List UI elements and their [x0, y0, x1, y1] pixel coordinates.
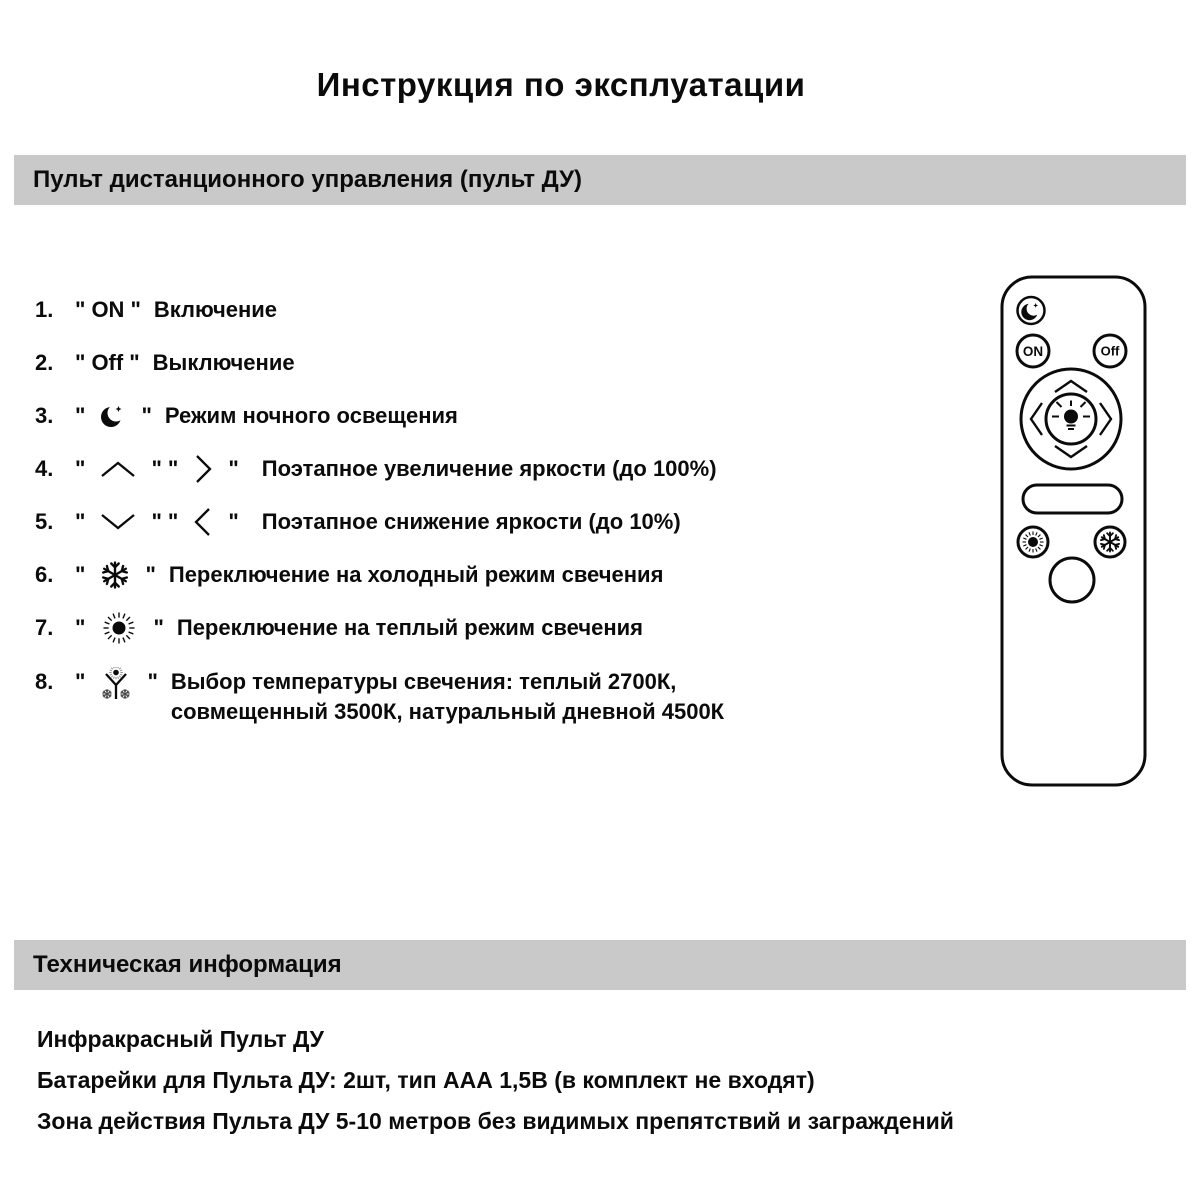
section-header-remote-control	[14, 155, 1186, 205]
quote-mark: "	[75, 615, 86, 640]
item-number: 2.	[35, 350, 54, 375]
list-item	[35, 296, 724, 324]
section-header-text: Пульт дистанционного управления (пульт ДУ)	[33, 166, 582, 193]
item-text: Режим ночного освещения	[164, 403, 458, 428]
sun-icon	[1022, 531, 1043, 552]
sun-icon	[100, 609, 138, 647]
quote-mark: "	[75, 350, 86, 375]
list-item	[35, 455, 724, 483]
quote-mark: "	[145, 562, 156, 587]
instruction-list	[35, 296, 724, 752]
quote-mark: "	[228, 456, 239, 481]
remote-control-illustration	[995, 272, 1155, 792]
quote-mark: "	[129, 350, 140, 375]
page-title: Инструкция по эксплуатации	[316, 66, 806, 103]
chevron-down-icon	[100, 512, 136, 532]
list-item	[35, 349, 724, 377]
item-number: 5.	[35, 509, 54, 534]
temperature-select-icon	[100, 667, 132, 701]
item-number: 6.	[35, 562, 54, 587]
off-button-label: Off	[1100, 343, 1120, 359]
quote-mark: "	[75, 297, 86, 322]
tech-line: Батарейки для Пульта ДУ: 2шт, тип ААА 1,5В (в комплект не входят)	[37, 1067, 815, 1093]
list-item	[35, 561, 724, 589]
tech-line: Зона действия Пульта ДУ 5-10 метров без видимых препятствий и заграждений	[37, 1108, 954, 1134]
item-number: 4.	[35, 456, 54, 481]
list-item	[35, 667, 724, 727]
quote-mark: "	[130, 297, 141, 322]
snowflake-icon	[100, 560, 130, 590]
section-header-technical-info	[14, 940, 1186, 990]
item-text: Поэтапное увеличение яркости (до 100%)	[261, 456, 717, 481]
off-label: Off	[91, 350, 124, 375]
item-number: 3.	[35, 403, 54, 428]
item-text: Выключение	[152, 350, 295, 375]
quote-mark: "	[228, 509, 239, 534]
item-text: Переключение на холодный режим свечения	[168, 562, 664, 587]
on-label: ON	[91, 297, 125, 322]
quote-mark: "	[167, 509, 179, 534]
chevron-up-icon	[100, 459, 136, 479]
item-text-line2: совмещенный 3500К, натуральный дневной 4500К	[170, 699, 725, 724]
chevron-left-icon	[193, 506, 213, 538]
list-item	[35, 402, 724, 430]
quote-mark: "	[151, 509, 162, 534]
quote-mark: "	[75, 562, 86, 587]
section-header-text: Техническая информация	[33, 951, 342, 978]
item-text: Поэтапное снижение яркости (до 10%)	[261, 509, 681, 534]
quote-mark: "	[75, 509, 86, 534]
quote-mark: "	[75, 403, 86, 428]
tech-line: Инфракрасный Пульт ДУ	[37, 1026, 324, 1052]
quote-mark: "	[151, 456, 162, 481]
item-text-line1: Выбор температуры свечения: теплый 2700К,	[170, 669, 677, 694]
list-item	[35, 508, 724, 536]
item-text: Переключение на теплый режим свечения	[176, 615, 644, 640]
quote-mark: "	[147, 669, 158, 694]
item-number: 8.	[35, 669, 54, 694]
item-number: 1.	[35, 297, 54, 322]
chevron-right-icon	[193, 453, 213, 485]
list-item	[35, 614, 724, 642]
item-number: 7.	[35, 615, 54, 640]
quote-mark: "	[167, 456, 179, 481]
item-text: Включение	[153, 297, 278, 322]
item-text-block	[171, 667, 724, 727]
quote-mark: "	[153, 615, 164, 640]
quote-mark: "	[141, 403, 152, 428]
quote-mark: "	[75, 456, 86, 481]
on-button-label: ON	[1022, 344, 1044, 359]
quote-mark: "	[75, 669, 86, 694]
crescent-moon-icon	[100, 402, 126, 430]
technical-info-lines	[37, 1019, 954, 1142]
warm-mode-button	[1018, 527, 1048, 557]
